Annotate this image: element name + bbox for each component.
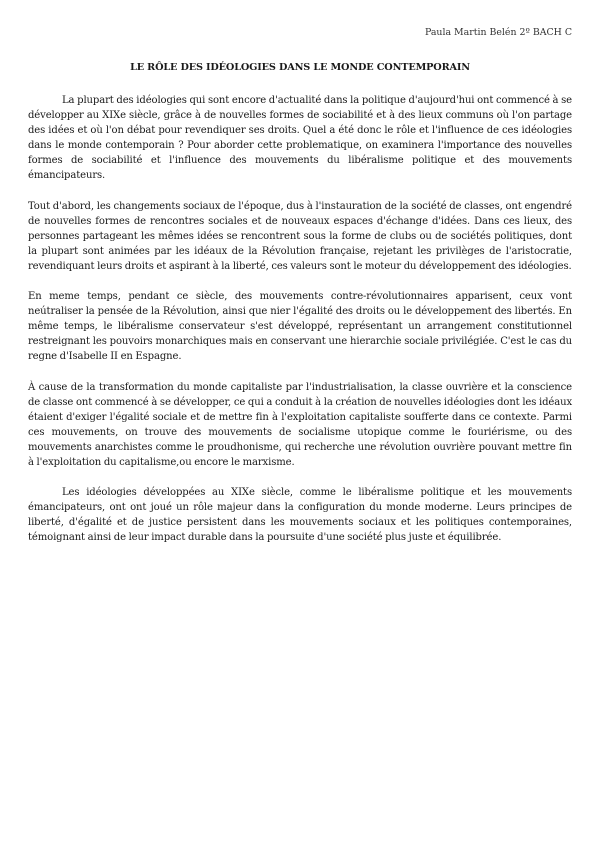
document-title: LE RÔLE DES IDÉOLOGIES DANS LE MONDE CONTEMPORAIN — [130, 62, 470, 73]
paragraph-introduction: La plupart des idéologies qui sont encore d'actualité dans la politique d'aujourd'hui ont commencé à se développer au XIXe siècle, grâce à de nouvelles formes de sociabilité et à des lieux communs où l'on partage des idées et où l'on débat pour revendiquer ses droits. Quel a été donc le rôle et l'influence de ces idéologies dans le monde contemporain ? Pour aborder cette problematique, on examinera l'importance des nouvelles formes de sociabilité et l'influence des mouvements du libéralisme politique et des mouvements émancipateurs. — [28, 95, 572, 182]
paragraph-sociability: Tout d'abord, les changements sociaux de l'époque, dus à l'instauration de la société de classes, ont engendré de nouvelles formes de rencontres sociales et de nouveaux espaces d'échange d'idées. Dans ces lieux, des personnes partageant les mêmes idées se rencontrent sous la forme de clubs ou de sociétés politiques, dont la plupart sont animées par les idéaux de la Révolution française, rejetant les privilèges de l'aristocratie, revendiquant leurs droits et aspirant à la liberté, ces valeurs sont le moteur du développement des idéologies. — [28, 200, 572, 272]
author-header: Paula Martin Belén 2º BACH C — [424, 27, 572, 38]
paragraph-working-class: À cause de la transformation du monde capitaliste par l'industrialisation, la classe ouvrière et la conscience de classe ont commencé à se développer, ce qui a conduit à la création de nouvelles idéologies dont les idéaux étaient d'exiger l'égalité sociale et de mettre fin à l'exploitation capitaliste soufferte dans ce contexte. Parmi ces mouvements, on trouve des mouvements de socialisme utopique comme le fouriérisme, ou des mouvements anarchistes comme le proudhonisme, qui recherche une révolution ouvrière pouvant mettre fin à l'exploitation du capitalisme,ou encore le marxisme. — [28, 381, 572, 468]
paragraph-counter-revolution: En meme temps, pendant ce siècle, des mouvements contre-révolutionnaires apparisent, ceux vont neútraliser la pensée de la Révolution, ainsi que nier l'égalité des droits ou le développement des libertés. En même temps, le libéralisme conservateur s'est développé, représentant un arrangement constitutionnel restreignant les pouvoirs monarchiques mais en conservant une hierarchie sociale privilégiée. C'est le cas du regne d'Isabelle II en Espagne. — [28, 291, 572, 363]
document-body — [28, 93, 572, 545]
paragraph-conclusion: Les idéologies développées au XIXe siècle, comme le libéralisme politique et les mouvements émancipateurs, ont ont joué un rôle majeur dans la configuration du monde moderne. Leurs principes de liberté, d'égalité et de justice persistent dans les mouvements sociaux et les politiques contemporaines, témoignant ainsi de leur impact durable dans la poursuite d'une société plus juste et équilibrée. — [28, 487, 572, 544]
